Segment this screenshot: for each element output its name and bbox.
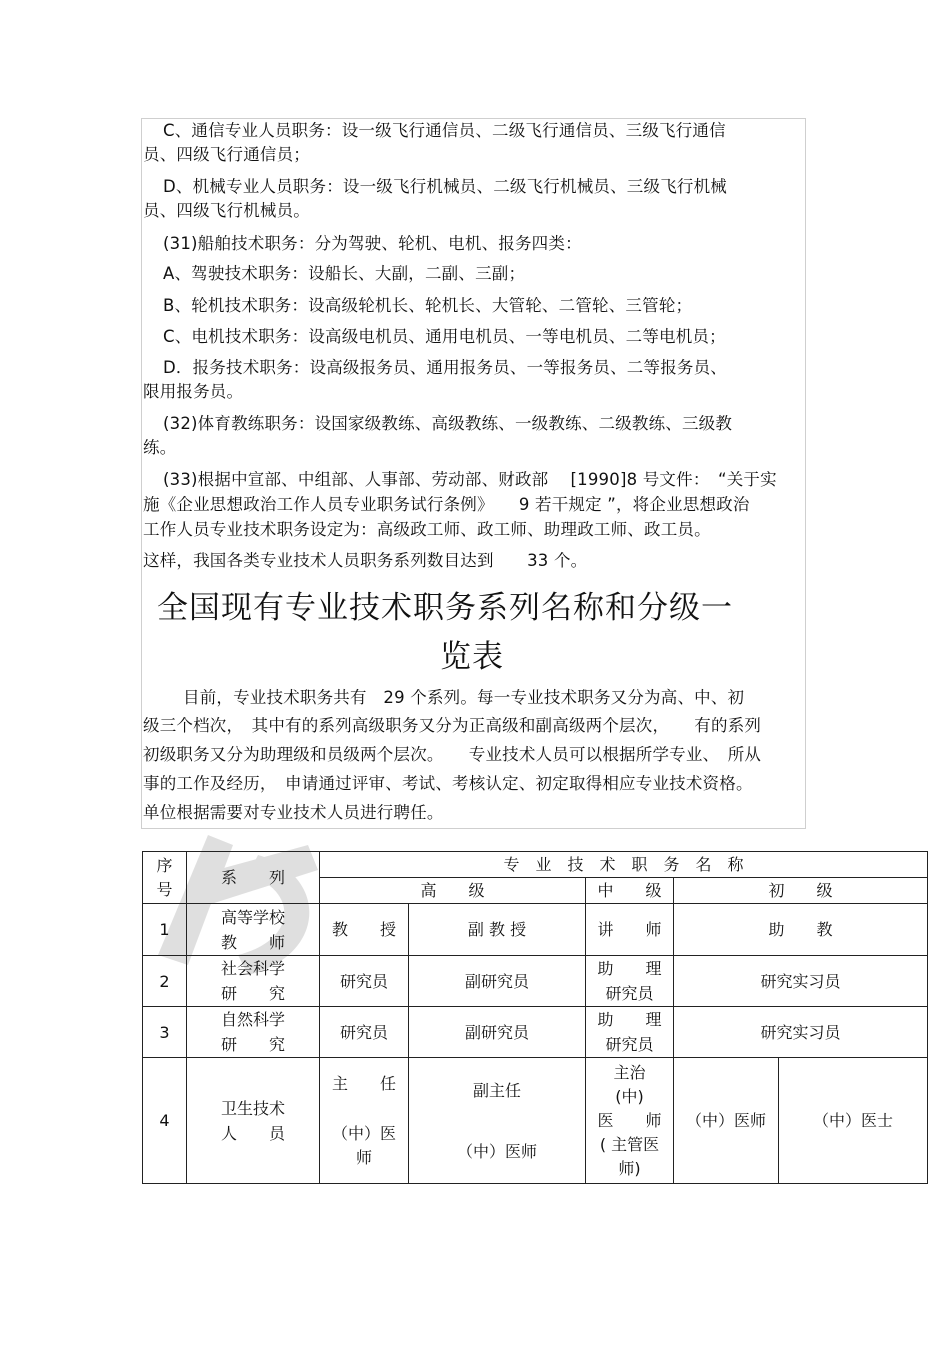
text-line: C、通信专业人员职务：设一级飞行通信员、二级飞行通信员、三级飞行通信 bbox=[163, 121, 726, 140]
row-series: 社会科学 研 究 bbox=[187, 956, 320, 1007]
text-line: D、机械专业人员职务：设一级飞行机械员、二级飞行机械员、三级飞行机械 bbox=[163, 177, 728, 196]
row-series: 卫生技术 人 员 bbox=[187, 1058, 320, 1184]
text-line: C、电机技术职务：设高级电机员、通用电机员、一等电机员、二等电机员； bbox=[163, 327, 726, 346]
text-line: 工作人员专业技术职务设定为：高级政工师、政工师、助理政工师、政工员。 bbox=[143, 520, 711, 539]
senior-full: 研究员 bbox=[320, 956, 409, 1007]
intro-line: 目前，专业技术职务共有 29 个系列。每一专业技术职务又分为高、中、初 bbox=[183, 688, 745, 707]
row-number: 4 bbox=[143, 1058, 187, 1184]
text-line: 这样，我国各类专业技术人员职务系列数目达到 33 个。 bbox=[143, 551, 588, 570]
senior-deputy: 副研究员 bbox=[409, 1007, 586, 1058]
text-line: (33)根据中宣部、中组部、人事部、劳动部、财政部 [1990]8 号文件： “关于实 bbox=[163, 470, 777, 489]
row-number: 3 bbox=[143, 1007, 187, 1058]
senior-full: 主 任 （中）医 师 bbox=[320, 1058, 409, 1184]
row-series: 高等学校 教 师 bbox=[187, 904, 320, 956]
text-line: 练。 bbox=[143, 438, 177, 457]
table-row bbox=[143, 1007, 928, 1058]
senior-full: 研究员 bbox=[320, 1007, 409, 1058]
senior-deputy: 副研究员 bbox=[409, 956, 586, 1007]
section-title-line-1: 全国现有专业技术职务系列名称和分级一 bbox=[157, 590, 733, 626]
middle-title: 助 理 研究员 bbox=[586, 956, 674, 1007]
intro-line: 事的工作及经历， 申请通过评审、考试、考核认定、初定取得相应专业技术资格。 bbox=[143, 774, 753, 793]
text-line: 限用报务员。 bbox=[143, 382, 244, 401]
table-row bbox=[143, 956, 928, 1007]
header-series: 系 列 bbox=[187, 852, 320, 904]
header-seq: 序号 bbox=[143, 852, 187, 904]
middle-title: 主治 (中) 医 师 ( 主管医 师) bbox=[586, 1058, 674, 1184]
header-middle: 中 级 bbox=[586, 878, 674, 904]
junior-title: 研究实习员 bbox=[674, 956, 928, 1007]
table-row bbox=[143, 904, 928, 956]
header-title-group: 专 业 技 术 职 务 名 称 bbox=[320, 852, 928, 878]
junior-title: 研究实习员 bbox=[674, 1007, 928, 1058]
intro-line: 初级职务又分为助理级和员级两个层次。 专业技术人员可以根据所学专业、 所从 bbox=[143, 745, 762, 764]
job-title-table bbox=[142, 851, 928, 1184]
senior-deputy: 副主任 （中）医师 bbox=[409, 1058, 586, 1184]
row-series: 自然科学 研 究 bbox=[187, 1007, 320, 1058]
table-row bbox=[143, 1058, 928, 1184]
text-line: 员、四级飞行通信员； bbox=[143, 145, 310, 164]
header-junior: 初 级 bbox=[674, 878, 928, 904]
junior-title: 助 教 bbox=[674, 904, 928, 956]
header-senior: 高 级 bbox=[320, 878, 586, 904]
text-line: D．报务技术职务：设高级报务员、通用报务员、一等报务员、二等报务员、 bbox=[163, 358, 728, 377]
text-line: 员、四级飞行机械员。 bbox=[143, 201, 310, 220]
section-title-line-2: 览表 bbox=[440, 639, 504, 675]
senior-deputy: 副 教 授 bbox=[409, 904, 586, 956]
senior-full: 教 授 bbox=[320, 904, 409, 956]
junior-staff: （中）医士 bbox=[779, 1058, 928, 1184]
junior-assistant: （中）医师 bbox=[674, 1058, 779, 1184]
middle-title: 助 理 研究员 bbox=[586, 1007, 674, 1058]
text-line: (32)体育教练职务：设国家级教练、高级教练、一级教练、二级教练、三级教 bbox=[163, 414, 733, 433]
row-number: 2 bbox=[143, 956, 187, 1007]
middle-title: 讲 师 bbox=[586, 904, 674, 956]
text-line: A、驾驶技术职务：设船长、大副，二副、三副； bbox=[163, 264, 526, 283]
text-line: B、轮机技术职务：设高级轮机长、轮机长、大管轮、二管轮、三管轮； bbox=[163, 296, 693, 315]
text-line: (31)船舶技术职务：分为驾驶、轮机、电机、报务四类： bbox=[163, 234, 582, 253]
row-number: 1 bbox=[143, 904, 187, 956]
intro-line: 级三个档次， 其中有的系列高级职务又分为正高级和副高级两个层次， 有的系列 bbox=[143, 716, 762, 735]
intro-line: 单位根据需要对专业技术人员进行聘任。 bbox=[143, 803, 444, 822]
text-line: 施《企业思想政治工作人员专业职务试行条例》 9 若干规定 ”，将企业思想政治 bbox=[143, 495, 750, 514]
